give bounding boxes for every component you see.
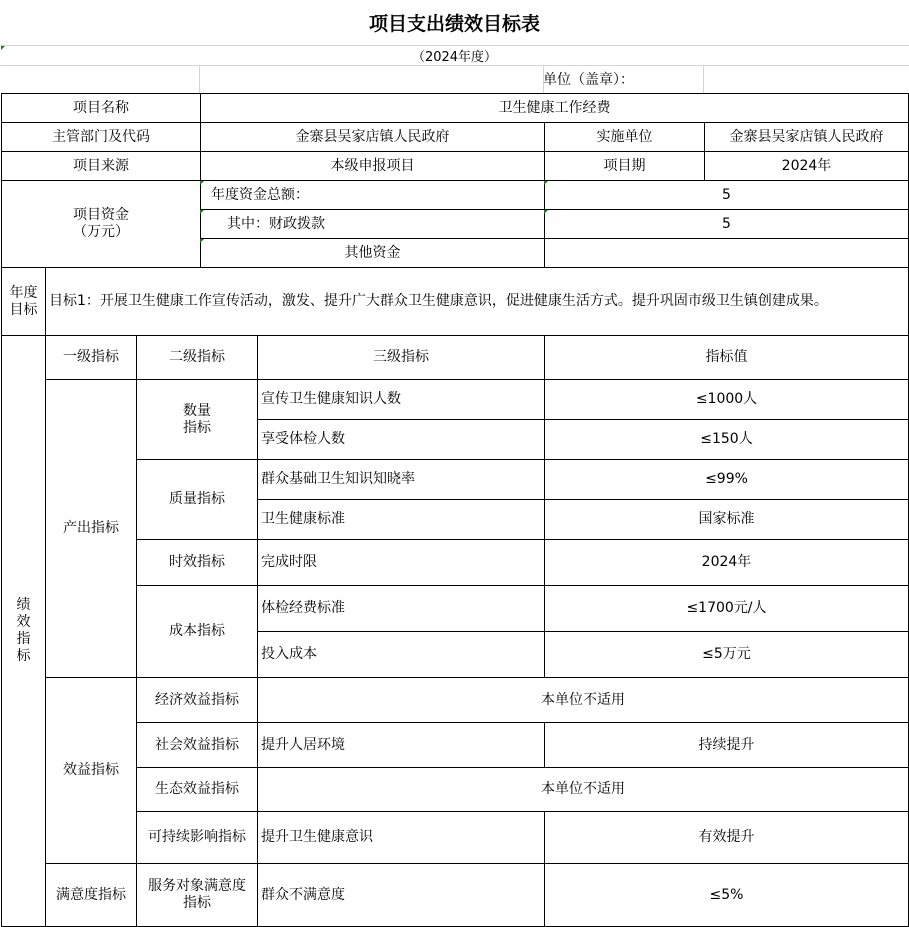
- indicator-value: 国家标准: [545, 500, 909, 540]
- level1-satisfaction: 满意度指标: [46, 864, 137, 927]
- indicator-value: 持续提升: [545, 723, 909, 768]
- indicator-value: ≤150人: [545, 420, 909, 460]
- indicator-value: ≤99%: [545, 460, 909, 500]
- level2-service: 服务对象满意度 指标: [137, 864, 258, 927]
- gridline: [703, 65, 704, 93]
- indicator-value: ≤5万元: [545, 632, 909, 678]
- indicator-name: 体检经费标准: [258, 586, 545, 632]
- total-funds-label: 年度资金总额：: [201, 181, 545, 210]
- indicator-value: 2024年: [545, 540, 909, 586]
- annual-goal-text: 目标1：开展卫生健康工作宣传活动，激发、提升广大群众卫生健康意识，促进健康生活方式。提升巩固市级卫生镇创建成果。: [46, 268, 909, 336]
- table-row: [2, 336, 909, 380]
- table-row: [2, 864, 909, 927]
- indicator-name: 宣传卫生健康知识人数: [258, 380, 545, 420]
- indicator-value: 有效提升: [545, 812, 909, 864]
- annual-goal-label: 年度 目标: [2, 268, 46, 336]
- table-row: [2, 460, 909, 500]
- header-level3: 三级指标: [258, 336, 545, 380]
- fiscal-funds-label: 其中：财政拨款: [201, 210, 545, 239]
- indicator-value: ≤1000人: [545, 380, 909, 420]
- cell-comment-marker: [544, 181, 548, 185]
- performance-section-label: 绩 效 指 标: [2, 336, 46, 927]
- indicator-name: 投入成本: [258, 632, 545, 678]
- table-row: [2, 152, 909, 181]
- table-row: [2, 678, 909, 723]
- other-funds-label: 其他资金: [201, 239, 545, 268]
- impl-label: 实施单位: [545, 123, 705, 152]
- cell-comment-marker: [200, 181, 204, 185]
- table-row: [2, 812, 909, 864]
- indicator-name: 提升人居环境: [258, 723, 545, 768]
- table-row: [2, 768, 909, 812]
- level1-output: 产出指标: [46, 380, 137, 678]
- indicator-value: 本单位不适用: [258, 768, 909, 812]
- indicator-value: ≤5%: [545, 864, 909, 927]
- level2-cost: 成本指标: [137, 586, 258, 678]
- indicator-name: 享受体检人数: [258, 420, 545, 460]
- fiscal-year: （2024年度）: [411, 49, 498, 65]
- table-row: [2, 94, 909, 123]
- level2-economic: 经济效益指标: [137, 678, 258, 723]
- level2-quantity: 数量 指标: [137, 380, 258, 460]
- table-row: [2, 380, 909, 420]
- funds-label: 项目资金 （万元）: [2, 181, 201, 268]
- indicator-name: 提升卫生健康意识: [258, 812, 545, 864]
- table-row: [2, 123, 909, 152]
- fiscal-funds-value: 5: [545, 210, 909, 239]
- header-value: 指标值: [545, 336, 909, 380]
- performance-table: [1, 93, 909, 927]
- period-label: 项目期: [545, 152, 705, 181]
- table-row: [2, 540, 909, 586]
- table-row: [2, 181, 909, 210]
- level2-timeliness: 时效指标: [137, 540, 258, 586]
- source-value: 本级申报项目: [201, 152, 545, 181]
- project-name-value: 卫生健康工作经费: [201, 94, 909, 123]
- dept-value: 金寨县吴家店镇人民政府: [201, 123, 545, 152]
- project-name-label: 项目名称: [2, 94, 201, 123]
- indicator-name: 卫生健康标准: [258, 500, 545, 540]
- dept-label: 主管部门及代码: [2, 123, 201, 152]
- indicator-value: 本单位不适用: [258, 678, 909, 723]
- indicator-name: 群众基础卫生知识知晓率: [258, 460, 545, 500]
- level2-social: 社会效益指标: [137, 723, 258, 768]
- indicator-value: ≤1700元/人: [545, 586, 909, 632]
- gridline: [0, 65, 909, 66]
- table-row: [2, 586, 909, 632]
- cell-comment-marker: [200, 239, 204, 243]
- source-label: 项目来源: [2, 152, 201, 181]
- page-title: 项目支出绩效目标表: [368, 13, 540, 35]
- period-value: 2024年: [705, 152, 909, 181]
- header-level2: 二级指标: [137, 336, 258, 380]
- table-row: [2, 268, 909, 336]
- cell-comment-marker: [544, 210, 548, 214]
- level2-ecological: 生态效益指标: [137, 768, 258, 812]
- cell-comment-marker: [200, 210, 204, 214]
- total-funds-value: 5: [545, 181, 909, 210]
- indicator-name: 群众不满意度: [258, 864, 545, 927]
- gridline: [199, 65, 200, 93]
- unit-seal-label: 单位（盖章）：: [543, 72, 634, 88]
- table-row: [2, 723, 909, 768]
- level1-benefit: 效益指标: [46, 678, 137, 864]
- impl-value: 金寨县吴家店镇人民政府: [705, 123, 909, 152]
- level2-quality: 质量指标: [137, 460, 258, 540]
- indicator-name: 完成时限: [258, 540, 545, 586]
- level2-sustainable: 可持续影响指标: [137, 812, 258, 864]
- header-level1: 一级指标: [46, 336, 137, 380]
- other-funds-value: [545, 239, 909, 268]
